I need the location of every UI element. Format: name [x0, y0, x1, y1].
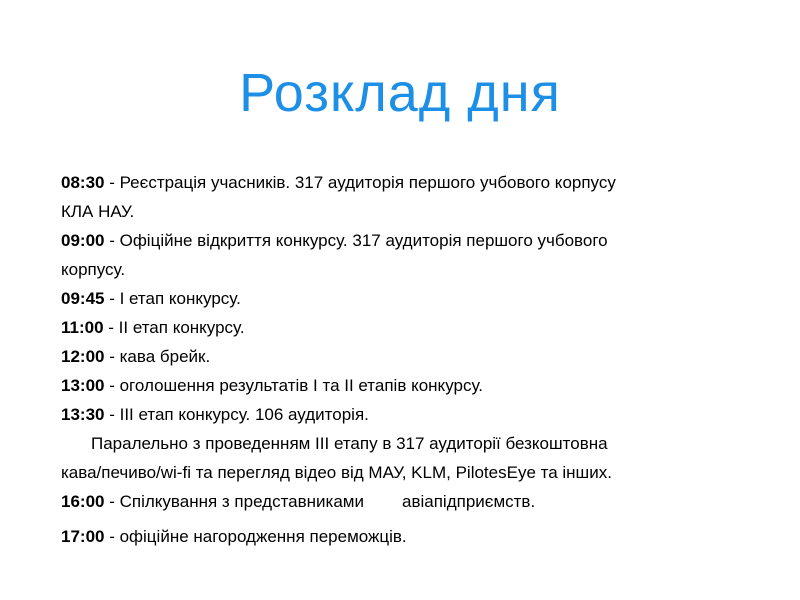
schedule-note-continued — [61, 458, 741, 487]
schedule-text: корпусу. — [61, 260, 126, 279]
schedule-text: - офіційне нагородження переможців. — [104, 527, 407, 546]
schedule-time: 09:45 — [61, 289, 105, 308]
schedule-item — [61, 487, 741, 516]
schedule-text: - I етап конкурсу. — [104, 289, 241, 308]
schedule-time: 13:00 — [61, 376, 105, 395]
schedule-time: 12:00 — [61, 347, 105, 366]
schedule-item-continued — [61, 255, 741, 284]
schedule-item — [61, 226, 741, 255]
schedule-note-text: кава/печиво/wi-fi та перегляд відео від МАУ, KLM, PilotesEye та інших. — [61, 463, 612, 482]
schedule-text: - кава брейк. — [104, 347, 211, 366]
schedule-text-tail: авіапідприємств. — [402, 492, 536, 511]
schedule-item — [61, 400, 741, 429]
schedule-text: - Спілкування з представниками — [104, 492, 364, 511]
schedule-time: 16:00 — [61, 492, 105, 511]
schedule-item — [61, 313, 741, 342]
schedule-item — [61, 342, 741, 371]
schedule-note-text: Паралельно з проведенням III етапу в 317 аудиторії безкоштовна — [91, 434, 608, 453]
schedule-item — [61, 284, 741, 313]
schedule-text: - Реєстрація учасників. 317 аудиторія першого учбового корпусу — [104, 173, 616, 192]
schedule-text: - Офіційне відкриття конкурсу. 317 аудиторія першого учбового — [104, 231, 608, 250]
schedule-text: - III етап конкурсу. 106 аудиторія. — [104, 405, 369, 424]
schedule-text: КЛА НАУ. — [61, 202, 135, 221]
schedule-time: 17:00 — [61, 527, 105, 546]
schedule-item-continued — [61, 197, 741, 226]
schedule-note — [61, 429, 741, 458]
schedule-text: - II етап конкурсу. — [103, 318, 245, 337]
schedule-time: 11:00 — [61, 318, 104, 337]
schedule-time: 13:30 — [61, 405, 105, 424]
schedule-list — [61, 168, 741, 551]
schedule-item — [61, 168, 741, 197]
page-title: Розклад дня — [239, 63, 561, 123]
schedule-item — [61, 522, 741, 551]
schedule-text: - оголошення результатів I та II етапів конкурсу. — [104, 376, 483, 395]
schedule-item — [61, 371, 741, 400]
schedule-time: 08:30 — [61, 173, 105, 192]
schedule-time: 09:00 — [61, 231, 105, 250]
